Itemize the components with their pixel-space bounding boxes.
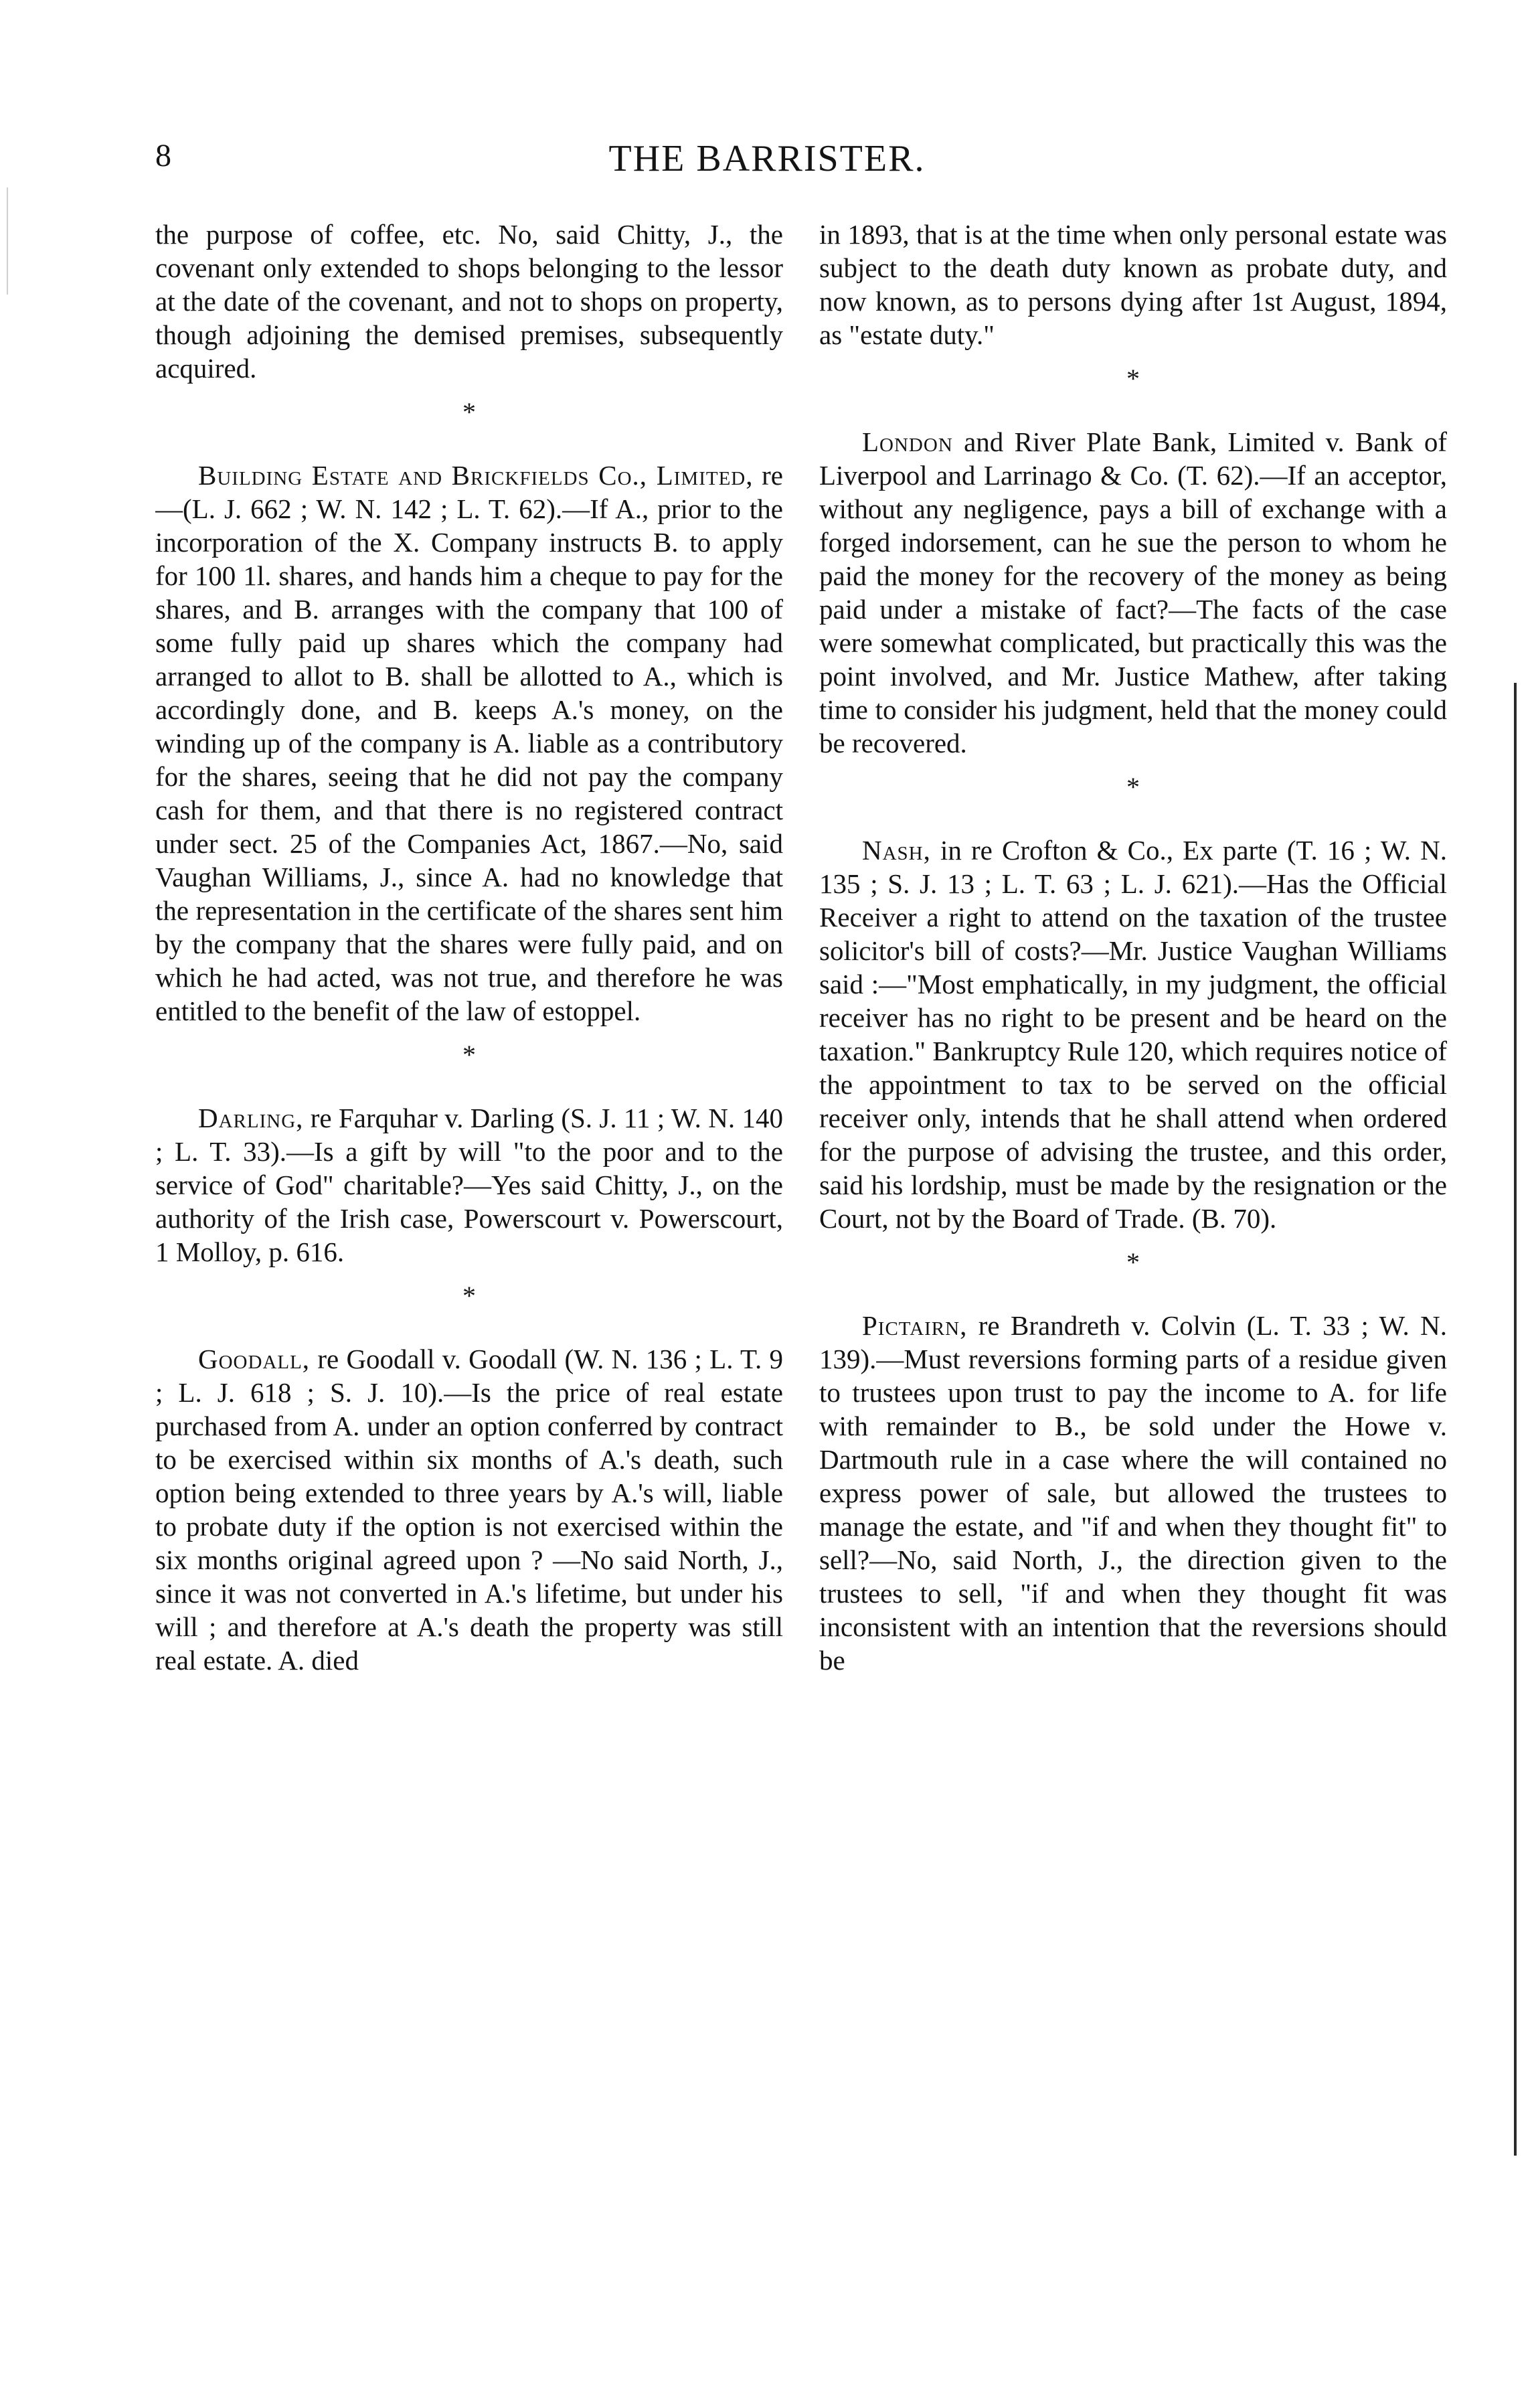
paragraph-continuation: the purpose of coffee, etc. No, said Chitty, J., the covenant only extended to shops belonging to the lessor at the date of the covenant, and not to shops on property, though adjoining the demised premises, subsequently acquired. [155, 219, 783, 384]
running-head [0, 137, 1534, 184]
case-body: in re Crofton & Co., Ex parte (T. 16 ; W. N. 135 ; S. J. 13 ; L. T. 63 ; L. J. 621).—Has the Official Receiver a right to attend on the taxation of the trustee solicitor's bill of costs?—Mr. Justice Vaughan Williams said :—"Most emphatically, in my judgment, the official receiver has no right to be present and be heard on the taxation." Bankruptcy Rule 120, which requires notice of the appointment to tax to be served on the official receiver only, intends that he shall attend when ordered for the purpose of advising the trustee, and this order, said his lordship, must be made by the resignation or the Court, not by the Board of Trade. (B. 70). [819, 835, 1447, 1234]
case-entry-nash [819, 833, 1447, 1235]
section-asterisk: * [1126, 1247, 1140, 1277]
section-asterisk: * [1126, 772, 1140, 802]
case-body: and River Plate Bank, Limited v. Bank of Liverpool and Larrinago & Co. (T. 62).—If an acceptor, without any negligence, pays a bill of exchange with a forged indorsement, can he sue the person to whom he paid the money for the recovery of the money as being paid under a mistake of fact?—The facts of the case were somewhat complicated, but practically this was the point involved, and Mr. Justice Mathew, after taking time to consider his judgment, held that the money could be recovered. [819, 426, 1447, 758]
margin-mark-left [7, 187, 8, 295]
margin-rule-right [1514, 683, 1517, 2156]
case-entry-london-river-plate [819, 425, 1447, 760]
section-asterisk: * [462, 397, 476, 427]
text-columns [155, 218, 1447, 2333]
case-body: re—(L. J. 662 ; W. N. 142 ; L. T. 62).—If A., prior to the incorporation of the X. Company instructs B. to apply for 100 1l. shares, and hands him a cheque to pay for the shares, and B. arranges with the company that 100 of some fully paid up shares which the company had arranged to allot to B. shall be allotted to A., which is accordingly done, and B. keeps A.'s money, on the winding up of the company is A. liable as a contributory for the shares, seeing that he did not pay the company cash for them, and that there is no registered contract under sect. 25 of the Companies Act, 1867.—No, said Vaughan Williams, J., since A. had no knowledge that the representation in the certificate of the shares sent him by the company that the shares were fully paid, and on which he had acted, was not true, and therefore he was entitled to the benefit of the law of estoppel. [155, 460, 783, 1026]
case-title: Building Estate and Brickfields Co., Limited, [198, 460, 754, 491]
case-title: Darling, [198, 1103, 304, 1133]
section-asterisk: * [1126, 364, 1140, 394]
page-number: 8 [155, 138, 171, 173]
case-title: Goodall, [198, 1344, 311, 1374]
case-body: re Brandreth v. Colvin (L. T. 33 ; W. N. 139).—Must reversions forming parts of a residue given to trustees upon trust to pay the income to A. for life with remainder to B., be sold under the Howe v. Dartmouth rule in a case where the will contained no express power of sale, but allowed the trustees to manage the estate, and "if and when they thought fit" to sell?—No, said North, J., the direction given to the trustees to sell, "if and when they thought fit was inconsistent with an intention that the reversions should be [819, 1310, 1447, 1676]
case-entry-darling [155, 1101, 783, 1269]
case-title: Nash, [862, 835, 931, 866]
right-column [819, 218, 1447, 2333]
case-body: re Farquhar v. Darling (S. J. 11 ; W. N. 140 ; L. T. 33).—Is a gift by will "to the poor and to the service of God" charitable?—Yes said Chitty, J., on the authority of the Irish case, Powerscourt v. Powerscourt, 1 Molloy, p. 616. [155, 1103, 783, 1267]
paragraph-continuation: in 1893, that is at the time when only personal estate was subject to the death duty known as probate duty, and now known, as to persons dying after 1st August, 1894, as "estate duty." [819, 219, 1447, 350]
case-title: London [862, 426, 953, 457]
case-title: Pictairn, [862, 1310, 968, 1341]
left-column [155, 218, 783, 2333]
case-entry-building-estate [155, 459, 783, 1028]
section-asterisk: * [462, 1281, 476, 1311]
case-body: re Goodall v. Goodall (W. N. 136 ; L. T. 9 ; L. J. 618 ; S. J. 10).—Is the price of real estate purchased from A. under an option conferred by contract to be exercised within six months of A.'s death, such option being extended to three years by A.'s will, liable to probate duty if the option is not exercised within the six months original agreed upon ? —No said North, J., since it was not converted in A.'s lifetime, but under his will ; and therefore at A.'s death the property was still real estate. A. died [155, 1344, 783, 1676]
section-asterisk: * [462, 1040, 476, 1070]
journal-title: THE BARRISTER. [608, 138, 926, 179]
case-entry-goodall [155, 1342, 783, 1677]
case-entry-pictairn [819, 1309, 1447, 1677]
